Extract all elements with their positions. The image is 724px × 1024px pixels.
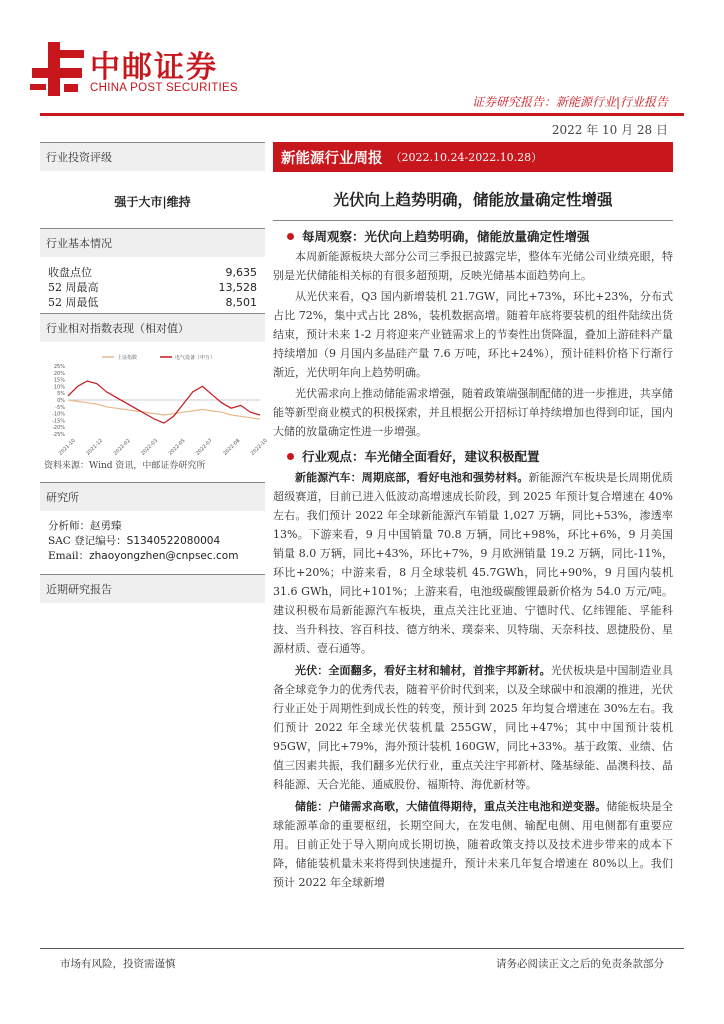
paragraph: 本周新能源板块大部分公司三季报已披露完毕，整体车光储公司业绩亮眼，特别是光伏储能相关标的有很多超预期，反映光储基本面趋势向上。 (273, 250, 673, 282)
legend-label: 上证指数 (117, 355, 138, 361)
banner-title: 新能源行业周报 (281, 150, 383, 167)
relative-performance-box (40, 313, 269, 471)
chart-source: 资料来源：Wind 资讯，中邮证券研究所 (44, 461, 206, 471)
paragraph-body: 储能板块是全球能源革命的重要枢纽，长期空间大，在发电侧、输配电侧、用电侧都有重要应用。目前正处于导入期向成长期切换，随着政策支持以及技术进步带来的成本下降，储能装机量未来将得到快速提升，预计未来几年复合增速在 80%以上。我们预计 2022 年全球新增 (273, 800, 674, 889)
sac-number: S1340522080004 (126, 535, 221, 547)
y-tick-label: 10% (53, 384, 65, 391)
y-tick-label: 25% (53, 364, 65, 370)
report-type: 证券研究报告：新能源行业|行业报告 (471, 95, 668, 109)
x-tick-label: 2022-05 (167, 437, 187, 457)
x-tick-label: 2021-12 (85, 437, 105, 457)
rating-title: 行业投资评级 (40, 142, 265, 171)
recent-reports-box (40, 574, 265, 603)
report-date: 2022 年 10 月 28 日 (551, 123, 668, 137)
footer-risk-note: 市场有风险，投资需谨慎 (60, 958, 176, 970)
series-line (68, 400, 260, 419)
performance-title: 行业相对指数表现（相对值） (40, 313, 265, 342)
main-content (273, 142, 673, 892)
header-rule (40, 113, 684, 116)
performance-chart-svg (40, 348, 269, 457)
rating-value: 强于大市|维持 (114, 195, 191, 209)
paragraph-lead: 新能源汽车：周期底部，看好电池和强势材料。 (295, 471, 529, 484)
basic-info-rows (40, 257, 265, 310)
y-tick-label: -25% (52, 432, 65, 438)
basic-row-label: 52 周最高 (48, 281, 99, 294)
x-tick-label: 2021-10 (57, 437, 77, 457)
paragraph-ev (273, 468, 673, 658)
paragraph-body: 新能源汽车板块是长周期优质超级赛道，目前已进入低波动高增速成长阶段，到 2025 年预计复合增速在 40%左右。我们预计 2022 年全球新能源汽车销量 1,027 万辆，同比+53%，渗透率 13%。下游来看，9 月中国销量 70.8 万辆，同比+98%，环比+6%，9 月美国销量 8.0 万辆，同比+43%，环比+7%，9 月欧洲销量 19.2 万辆，同比-11%，环比+20%；中游来看，8 月全球装机 45.7GWh，同比+90%，9 月国内装机 31.6 GWh，同比+101%；上游来看，电池级碳酸锂最新价格为 54.0 万元/吨。建议积极布局新能源汽车板块，重点关注比亚迪、宁德时代、亿纬锂能、孚能科技、当升科技、容百科技、德方纳米、璞泰来、贝特瑞、天奈科技、恩捷股份、星源材质、壹石通等。 (273, 471, 674, 655)
bullet-icon (287, 233, 294, 240)
logo-text-en: CHINA POST SECURITIES (90, 82, 238, 94)
basic-row-label: 收盘点位 (48, 266, 92, 279)
china-post-logo-icon (28, 38, 86, 100)
banner-dates: （2022.10.24-2022.10.28） (390, 151, 543, 164)
basic-row-value: 13,528 (218, 281, 257, 294)
x-tick-label: 2022-03 (140, 437, 160, 457)
paragraph-storage (273, 797, 673, 892)
y-tick-label: -15% (52, 418, 65, 425)
performance-chart (40, 348, 269, 457)
y-tick-label: 20% (53, 370, 65, 377)
x-tick-label: 2022-07 (194, 437, 214, 457)
footer-disclaimer-note: 请务必阅读正文之后的免责条款部分 (496, 958, 664, 970)
x-tick-label: 2022-08 (222, 437, 242, 457)
y-tick-label: -20% (52, 425, 65, 432)
basic-row-label: 52 周最低 (48, 296, 99, 309)
section-heading-text: 每周观察：光伏向上趋势明确，储能放量确定性增强 (302, 229, 590, 244)
y-tick-label: 5% (57, 391, 65, 398)
sac-label: SAC 登记编号： (48, 535, 127, 547)
legend-label: 电气设备（申万） (175, 355, 216, 361)
basic-row-value: 9,635 (225, 266, 257, 279)
report-headline: 光伏向上趋势明确，储能放量确定性增强 (333, 190, 613, 209)
section-heading-view (273, 447, 673, 465)
analyst-sac (40, 534, 265, 549)
y-tick-label: -5% (55, 404, 65, 411)
y-tick-label: 15% (53, 377, 65, 384)
section-heading-weekly (273, 227, 673, 245)
analyst-name: 分析师：赵勇臻 (48, 520, 122, 532)
y-tick-label: -10% (52, 411, 65, 418)
basic-info-box (40, 228, 265, 310)
email-label: Email： (48, 550, 90, 562)
basic-row-52w-high (40, 280, 265, 295)
section-heading-text: 行业观点：车光储全面看好，建议积极配置 (302, 449, 540, 464)
paragraph-lead: 光伏：全面翻多，看好主材和辅材，首推宇邦新材。 (295, 664, 551, 677)
analyst-rows (40, 511, 265, 564)
recent-reports-title: 近期研究报告 (40, 574, 265, 603)
basic-row-52w-low (40, 295, 265, 310)
x-tick-label: 2022-10 (249, 437, 269, 457)
x-tick-label: 2022-02 (112, 437, 132, 457)
paragraph-body: 光伏板块是中国制造业具备全球竞争力的优秀代表，随着平价时代到来，以及全球碳中和浪潮的推进，光伏行业正处于周期性到成长性的转变，预计到 2025 年均复合增速在 30%左右。我们预计 2022 年全球光伏装机量 255GW，同比+47%；其中中国预计装机 95GW，同比+79%，海外预计装机 160GW，同比+33%。基于政策、业绩、估值三因素共振，我们翻多光伏行业，重点关注宇邦新材、隆基绿能、晶澳科技、晶科能源、天合光能、通威股份、福斯特、海优新材等。 (273, 664, 674, 791)
headline-rule (273, 220, 673, 221)
paragraph-pv (273, 661, 673, 794)
basic-row-close (40, 265, 265, 280)
email-link[interactable]: zhaoyongzhen@cnpsec.com (89, 550, 239, 562)
basic-info-title: 行业基本情况 (40, 228, 265, 257)
analyst-title: 研究所 (40, 482, 265, 511)
basic-row-value: 8,501 (225, 296, 257, 309)
company-logo (28, 38, 248, 108)
series-line (68, 381, 260, 423)
paragraph: 从光伏来看，Q3 国内新增装机 21.7GW，同比+73%，环比+23%，分布式占比 72%，集中式占比 28%，装机数据高增。随着年底将要装机的组件陆续出货结束，预计未来 1-2 月将迎来产业链需求上的节奏性出货降温，叠加上游硅料产量持续增加（9 月国内多晶硅产量 7.6 万吨，环比+24%），预计硅料价格下行渐行渐近，光伏明年向上趋势明确。 (273, 290, 673, 379)
analyst-email (40, 549, 265, 564)
logo-text-cn: 中邮证券 (90, 50, 218, 85)
paragraph-lead: 储能：户储需求高歌，大储值得期待，重点关注电池和逆变器。 (295, 800, 607, 813)
y-tick-label: 0% (57, 398, 65, 404)
analyst-box (40, 482, 265, 564)
paragraph: 光伏需求向上推动储能需求增强，随着政策端强制配储的进一步推进，共享储能等新型商业模式的积极探索，并且根据公开招标订单持续增加也得到印证，国内大储的放量确定性进一步增强。 (273, 387, 673, 438)
bullet-icon (287, 453, 294, 460)
rating-box (40, 142, 265, 224)
report-banner (273, 142, 673, 172)
footer-rule (40, 948, 684, 949)
